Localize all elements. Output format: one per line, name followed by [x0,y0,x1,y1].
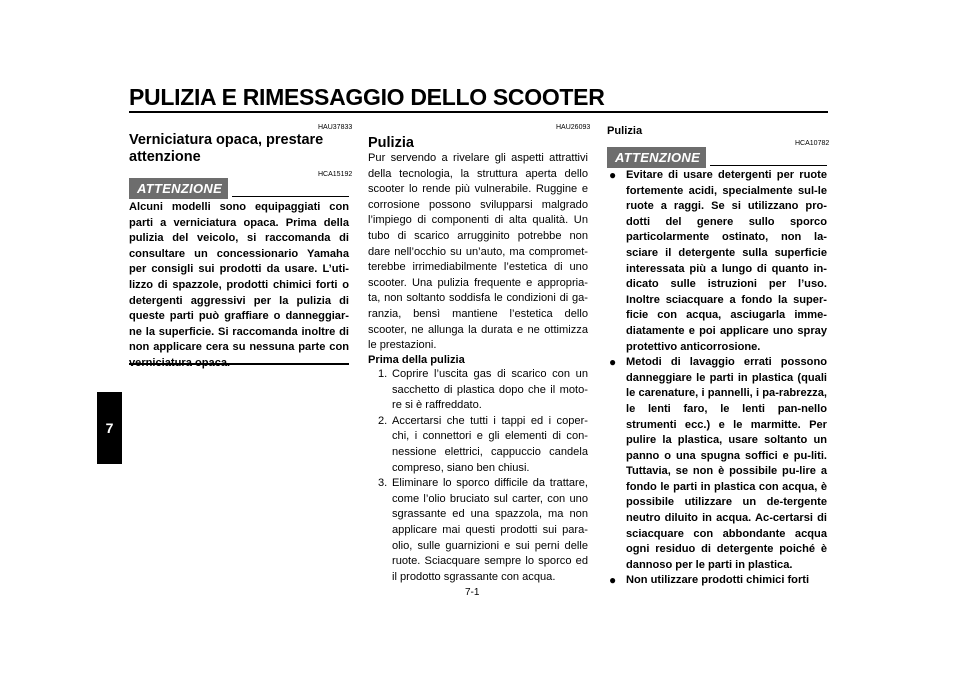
step-item: 3. Eliminare lo sporco difficile da trattare, come l’olio bruciato sul carter, con uno sgrassante ed una spazzola, ma non applicare mai questi prodotti sui para-olio, sulle guarnizioni e sui perni delle ruote. Sciacquare sempre lo sporco ed il prodotto sgrassante con acqua. [378,477,588,583]
section-title-matte-paint: Verniciatura opaca, prestare attenzione [129,132,324,165]
list-item: ● Evitare di usare detergenti per ruote fortemente acidi, specialmente sul-le ruote a raggi. Se si utilizzano pro-dotti del genere sullo sporco particolarmente ostinato, non la-sciare il detergente sulla superficie interessata più a lungo di quanto in-dicato sulle istruzioni per l’uso. Inoltre sciacquare a fondo la super-ficie con acqua, asciugarla imme-diatamente e poi applicare uno spray protettivo anticorrosione. [609,168,827,353]
bullet-icon: ● [609,355,617,370]
page-header-title: PULIZIA E RIMESSAGGIO DELLO SCOOTER [129,84,605,110]
list-item: ● Non utilizzare prodotti chimici forti [609,573,810,588]
attention-end-rule [129,363,349,365]
list-item: ● Metodi di lavaggio errati possono danneggiare le parti in plastica (quali le carenature, i pannelli, i pa-rabrezza, le lenti faro, le lenti pan-nello strumenti ecc.) e le marmitte. Per pulire la plastica, usare soltanto un panno o una spugna soffici e pu-liti. Tuttavia, se non è possibile pu-lire a fondo le parti in plastica con acqua, è possibile utilizzare un de-tergente neutro diluito in acqua. Ac-certarsi di sciacquare con abbondante acqua ogni residuo di detergente poiché è dannoso per le parti in plastica. [609,355,827,571]
before-cleaning-steps [368,367,588,585]
header-rule [129,111,828,113]
section-title-cleaning: Pulizia [368,135,414,151]
step-item: 1. Coprire l’uscita gas di scarico con un sacchetto di plastica dopo che il moto-re si è raffreddato. [378,368,588,412]
step-item: 2. Accertarsi che tutti i tappi ed i coper-chi, i connettori e gli elementi di con-nessione elettrici, cappuccio candela compreso, siano ben chiusi. [378,414,588,474]
attention-rule [232,196,349,197]
cleaning-intro: Pur servendo a rivelare gli aspetti attrattivi della tecnologia, la struttura aperta dello scooter lo rende più vulnerabile. Ruggine e corrosione possono svilupparsi malgrado l’impiego di componenti di alta qualità. Un tubo di scarico arrugginito potrebbe non dare nell’occhio su un’auto, ma compromet-terebbe irrimediabilmente l’estetica di uno scooter. Una pulizia frequente e appropria-ta, non soltanto soddisfa le condizioni di ga-ranzia, bensì mantiene l’estetica dello scooter, ne allunga la durata e ne ottimizza le prestazioni. [368,152,588,352]
section-code: HAU37833 [318,124,353,131]
chapter-tab: 7 [97,392,122,464]
attention-code: HCA15192 [318,171,353,178]
subheading-before-cleaning: Prima della pulizia [368,354,465,366]
attention-badge: ATTENZIONE [607,147,706,168]
attention-rule [710,165,827,166]
attention-badge: ATTENZIONE [129,178,228,199]
subheading-cleaning: Pulizia [607,125,643,137]
section-code: HAU26093 [556,124,591,131]
attention-text-matte-paint: Alcuni modelli sono equipaggiati con parti a verniciatura opaca. Prima della pulizia del veicolo, si raccomanda di consultare un concessionario Yamaha per consigli sui prodotti da usare. L’uti-lizzo di spazzole, prodotti chimici forti o detergenti aggressivi per la pulizia di queste parti può graffiare o danneggiar-ne la superficie. Si raccomanda inoltre di non applicare cera su nessuna parte con [129,201,349,354]
bullet-icon: ● [609,168,617,182]
attention-code: HCA10782 [795,140,830,147]
page-number: 7-1 [465,587,480,598]
cleaning-warnings [607,168,827,589]
bullet-icon: ● [609,573,617,588]
